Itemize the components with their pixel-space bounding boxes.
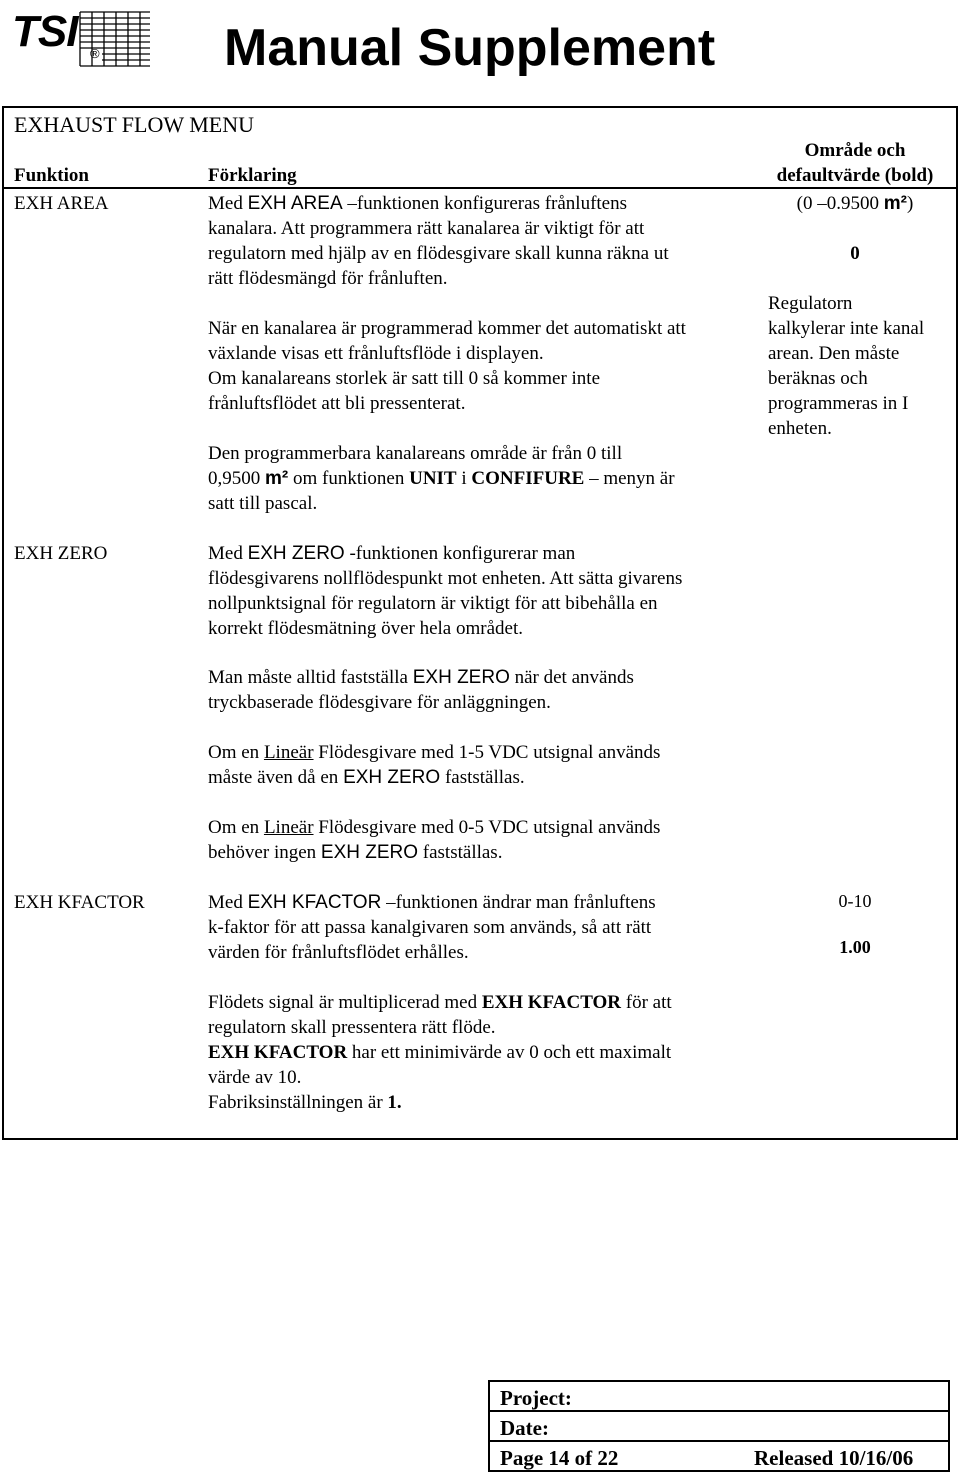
exh-area-range: (0 –0.9500 m²) (796, 193, 914, 214)
exh-zero-text-line: behöver ingen EXH ZERO fastställas. (208, 842, 503, 863)
released-info: Released 10/16/06 (754, 1446, 914, 1470)
exh-area-text-line: regulatorn med hjälp av en flödesgivare skall kunna räkna ut (208, 243, 669, 264)
exh-kfactor-default: 1.00 (839, 937, 871, 957)
exh-area-text-line: kanalara. Att programmera rätt kanalarea är viktigt för att (208, 218, 645, 239)
exh-area-text-line: frånluftsflödet att bli pressenterat. (208, 393, 466, 414)
exh-zero-text-line: tryckbaserade flödesgivare för anläggningen. (208, 692, 551, 713)
function-name-exh-kfactor: EXH KFACTOR (14, 892, 145, 913)
exh-area-text-line: Den programmerbara kanalareans område är från 0 till (208, 443, 623, 464)
exh-zero-text-line: nollpunktsignal för regulatorn är viktigt för att bibehålla en (208, 593, 658, 614)
exh-area-text-line: växlande visas ett frånluftsflöde i displayen. (208, 343, 544, 364)
exh-kfactor-text-line: regulatorn skall pressentera rätt flöde. (208, 1017, 496, 1038)
exh-area-note: arean. Den måste (768, 343, 900, 364)
exh-zero-text-line: Om en Lineär Flödesgivare med 0-5 VDC utsignal används (208, 817, 661, 838)
exh-kfactor-text-line: Med EXH KFACTOR –funktionen ändrar man frånluftens (208, 892, 656, 913)
footer-info-box (488, 1380, 950, 1472)
function-name-exh-area: EXH AREA (14, 193, 109, 214)
registered-mark: ® (90, 46, 100, 61)
exh-area-text-line: Om kanalareans storlek är satt till 0 så kommer inte (208, 368, 601, 389)
document-title: Manual Supplement (224, 19, 716, 77)
exh-zero-text-line: flödesgivarens nollflödespunkt mot enheten. Att sätta givarens (208, 568, 683, 589)
exh-kfactor-text-line: k-faktor för att passa kanalgivaren som används, så att rätt (208, 917, 652, 938)
page-info: Page 14 of 22 (500, 1446, 619, 1470)
column-header-range-line2: defaultvärde (bold) (776, 165, 934, 186)
column-header-forklaring: Förklaring (208, 165, 297, 186)
column-header-range-line1: Område och (804, 140, 906, 161)
exh-zero-text-line: Man måste alltid fastställa EXH ZERO när det används (208, 667, 634, 688)
exh-kfactor-text-line: Flödets signal är multiplicerad med EXH KFACTOR för att (208, 992, 672, 1013)
exh-area-note: beräknas och (768, 368, 868, 389)
exh-area-text-line: När en kanalarea är programmerad kommer det automatiskt att (208, 318, 686, 339)
exh-area-text-line: Med EXH AREA –funktionen konfigureras frånluftens (208, 193, 628, 214)
exh-area-default: 0 (850, 243, 860, 264)
exh-zero-text-line: Om en Lineär Flödesgivare med 1-5 VDC utsignal används (208, 742, 661, 763)
logo-text: TSI (12, 7, 78, 56)
project-label: Project: (500, 1386, 572, 1410)
date-label: Date: (500, 1416, 549, 1440)
logo-stripes-icon (72, 8, 150, 68)
exh-area-text-line: 0,9500 m² om funktionen UNIT i CONFIFURE – menyn är (208, 468, 675, 489)
column-header-funktion: Funktion (14, 165, 89, 186)
exh-zero-text-line: måste även då en EXH ZERO fastställas. (208, 767, 525, 788)
exh-zero-text-line: korrekt flödesmätning över hela området. (208, 618, 523, 639)
exh-zero-text-line: Med EXH ZERO -funktionen konfigurerar man (208, 543, 576, 564)
menu-title: EXHAUST FLOW MENU (14, 112, 254, 137)
exh-kfactor-text-line: värde av 10. (208, 1067, 302, 1088)
exh-area-note: programmeras in I (768, 393, 909, 414)
function-name-exh-zero: EXH ZERO (14, 543, 108, 564)
tsi-logo (12, 6, 142, 66)
exh-area-note: Regulatorn (768, 293, 853, 314)
exh-kfactor-text-line: EXH KFACTOR har ett minimivärde av 0 och ett maximalt (208, 1042, 672, 1063)
exh-area-text-line: satt till pascal. (208, 493, 318, 514)
exh-kfactor-text-line: Fabriksinställningen är 1. (208, 1092, 402, 1113)
exh-area-note: enheten. (768, 418, 832, 439)
exh-kfactor-range: 0-10 (838, 891, 872, 911)
exh-kfactor-text-line: värden för frånluftsflödet erhålles. (208, 942, 469, 963)
footer-row-date (490, 1412, 948, 1442)
exh-area-text-line: rätt flödesmängd för frånluften. (208, 268, 448, 289)
exh-area-note: kalkylerar inte kanal (768, 318, 925, 339)
